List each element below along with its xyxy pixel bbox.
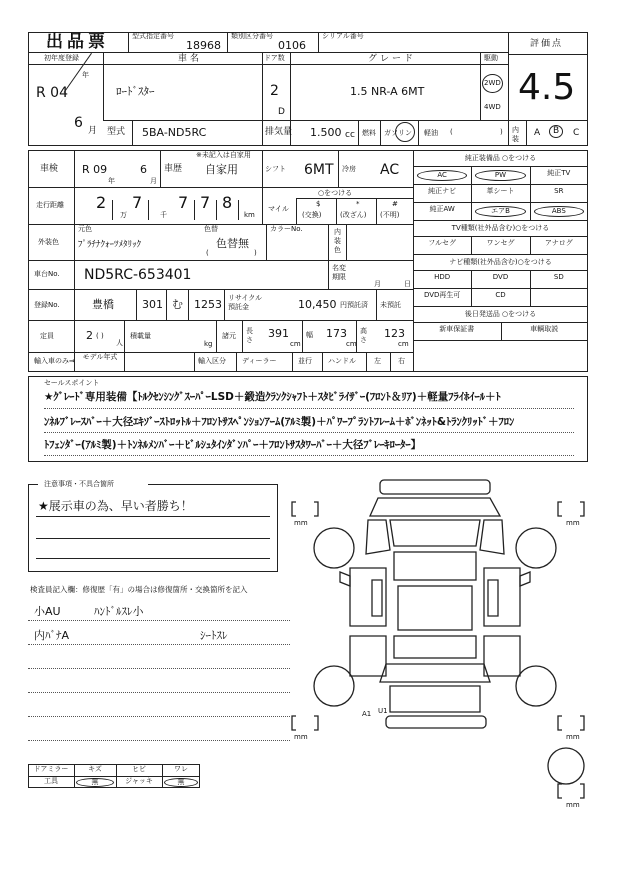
len-label: 長さ [246,327,253,344]
mile-tamper: * [356,200,360,208]
mm-label-5: mm [566,801,580,809]
mile-unknown-sub: (不明) [380,211,400,219]
import-label: 輸入車のみ⇒ [34,357,75,365]
serial-label: シリアル番号 [322,32,364,40]
capacity-label: 定員 [40,332,54,340]
score-head: 評価点 [530,39,564,49]
reg-month: 6 [74,115,83,131]
mile-exchange-sub: (交換) [302,211,322,219]
inspector-label: 検査員記入欄：修復歴「有」の場合は修復箇所・交換箇所を記入 [30,585,248,594]
equip-sep [530,166,531,184]
tools-cell: ドアミラー [33,765,69,773]
type-value: 18968 [186,39,221,52]
color-label: 外装色 [38,238,59,246]
mm-label-4: mm [566,733,580,741]
equip-sep [471,184,472,202]
mile-tamper-sub: (改ざん) [340,211,367,219]
equip-sep [471,270,472,288]
score-value: 4.5 [518,67,576,108]
doors-value: 2 [270,83,279,99]
mileage-digit-sep [238,200,239,220]
equip-sep [530,202,531,220]
height-cm: cm [398,340,409,348]
genuine-item: AC [417,170,467,181]
doors-head: ドア数 [264,54,285,62]
model-code: 5BA-ND5RC [142,126,207,139]
drive-4wd: 4WD [484,103,501,111]
ac-label: 冷房 [342,165,356,173]
inspector-line [28,740,290,741]
page-title: 出品票 [46,32,109,52]
shift-label: シフト [265,165,286,173]
equip-sep [530,236,531,254]
plate-class: 301 [142,298,163,311]
nc-day: 日 [404,280,411,288]
inspector-line [28,668,290,669]
nc-month: 月 [374,280,381,288]
mileage-digit-sep [216,200,217,220]
navi-item: SD [553,273,564,281]
mile-unknown: # [392,200,398,208]
drive-head: 駆動 [484,54,498,62]
mileage-digit-sep [148,200,149,220]
shaken-month: 6 [140,163,147,176]
interior-a: A [534,128,541,138]
recycle-not: 未預託 [380,301,401,309]
color-change: 色替無 [216,237,249,250]
shaken-label: 車検 [40,164,59,174]
recycle-unit: 円預託済 [340,301,368,309]
mileage-digit: 7 [132,193,143,212]
height-value: 123 [384,327,405,340]
capacity-unit: 人 [116,339,123,347]
equip-sep [471,202,472,220]
len-cm: cm [290,340,301,348]
mileage-digit: 7 [200,193,211,212]
genuine-item: 革シート [486,187,515,195]
equip-line [413,166,588,167]
len-value: 391 [268,327,289,340]
tools-sep [74,764,75,788]
equip-line [413,202,588,203]
interior-color-label: 内装色 [334,228,341,254]
equip-sep [471,166,472,184]
later-item: 車輌取説 [530,325,559,333]
inspector-2b: ｼｰﾄｽﾚ [200,629,228,642]
mileage-circle-note: ○をつける [318,189,353,197]
usage-value: 自家用 [205,163,238,176]
damage-mark-u1: U1 [378,707,388,715]
plate-kana: む [172,298,183,311]
tools-sep [116,764,117,788]
genuine-item: 純正AW [429,205,455,213]
equip-line [413,270,588,271]
later-head: 後日発送品 ○をつける [464,310,537,318]
inspector-line [28,716,290,717]
parallel: 並行 [298,357,312,365]
type-small: 型式 [107,127,126,137]
tools-sep [162,764,163,788]
color-no-label: カラーNo. [270,225,303,233]
later-item: 新車保証書 [439,325,475,333]
fuel-value: ガソリン [384,129,412,137]
handle-left: 左 [374,357,381,365]
notes-text: ★展示車の為、早い者勝ち！ [38,499,193,513]
plate-num: 1253 [194,298,222,311]
color-orig-label: 元色 [78,225,92,233]
tools-cell: ヒビ [132,765,146,773]
load-unit: kg [204,340,213,348]
dvd-item: DVD再生可 [423,291,461,299]
recycle-value: 10,450 [298,298,337,311]
equip-sep [530,270,531,288]
genuine-item: ABS [534,206,584,217]
genuine-item: 純正ナビ [428,187,457,195]
shaken-month-unit: 月 [150,177,157,185]
mileage-man: 万 [120,211,127,219]
equip-sep [530,288,531,306]
capacity-paren: ( ) [96,332,104,340]
tools-cell: ジャッキ [125,777,153,785]
mile-label: マイル [268,205,289,213]
tv-item: フルセグ [428,239,457,247]
mileage-digit-sep [194,200,195,220]
mileage-unit: km [244,211,255,219]
tools-cell: 無 [164,778,198,787]
fuel-circle [395,122,415,142]
equip-line [413,340,588,341]
navi-item: DVD [492,273,509,281]
sales-label: セールスポイント [44,379,100,387]
notes-label: 注意事項・不具合箇所 [44,480,114,488]
genuine-head: 純正装備品 ○をつける [464,154,537,162]
disp-value: 1.500 [310,126,342,139]
shift-value: 6MT [304,162,334,178]
tools-cell: キズ [88,765,102,773]
capacity-value: 2 [86,329,93,342]
equip-line [413,236,588,237]
equip-line [413,306,588,307]
mileage-digit-sep [112,200,113,220]
mileage-digit: 7 [178,193,189,212]
tv-item: ワンセグ [486,239,515,247]
sales-line-1: ★ｸﾞﾚｰﾄﾞ専用装備【ﾄﾙｸｾﾝｼﾝｸﾞｽｰﾊﾟｰLSD＋鍛造ｸﾗﾝｸｼｬﾌﾄ＋ｽﾀﾋﾞﾗｲｻﾞｰ(ﾌﾛﾝﾄ＆ﾘｱ)＋軽量ﾌﾗｲﾎｲｰﾙ＋ﾄ [44,391,501,403]
reg-label: 初年度登録 [44,54,79,62]
model-head: 車 名 [178,54,199,64]
ac-value: AC [380,162,400,178]
width-value: 173 [326,327,347,340]
disp-label: 排気量 [265,127,293,137]
mileage-label: 走行距離 [36,201,64,209]
handle-right: 右 [398,357,405,365]
usage-label: 車歴 [164,164,183,174]
dealer: ディーラー [242,357,277,365]
car-damage-diagram [290,476,590,816]
tv-item: アナログ [544,239,573,247]
width-cm: cm [346,340,357,348]
mm-label-1: mm [294,519,308,527]
equip-line [413,220,588,221]
sales-line-3: ﾄﾌｪﾝﾀﾞｰ(ｱﾙﾐ製)＋ﾄﾝﾈﾙﾒﾝﾊﾞｰ＋ﾋﾞﾙｼｭﾀｲﾝﾀﾞﾝﾊﾟｰ＋ﾌﾛﾝﾄｻｽﾀﾜｰﾊﾞｰ＋大径ﾌﾞﾚｰｷﾛｰﾀｰ】 [44,439,422,451]
mileage-digit: 2 [96,193,107,212]
inspector-line [28,644,290,645]
shaken-value: R 09 [82,163,108,176]
width-label: 幅 [306,331,313,339]
equip-line [413,184,588,185]
drive-2wd: 2WD [482,74,503,93]
color-num-label: 色替 [204,225,218,233]
disp-unit: cc [345,130,355,140]
name-change-label: 名変期限 [332,264,346,281]
reg-era: R 04 [36,85,68,101]
height-label: 高さ [360,327,367,344]
genuine-item: PW [475,170,525,181]
tv-head: TV種類(社外品含む)○をつける [451,224,550,232]
load-label: 積載量 [130,332,151,340]
inspector-line [28,620,290,621]
damage-mark-a1: A1 [362,710,372,718]
tools-cell: 無 [76,778,114,787]
tools-cell: ワレ [174,765,188,773]
chassis-value: ND5RC-653401 [84,267,192,283]
equip-sep [501,322,502,340]
recycle-label: リサイクル預託金 [228,294,263,311]
inspector-1b: ﾊﾝﾄﾞﾙｽﾚ小 [94,605,144,618]
class-label: 類別区分番号 [231,32,273,40]
equip-sep [471,236,472,254]
interior-b: B [549,125,563,138]
grade-value: 1.5 NR-A 6MT [350,85,425,98]
doors-d: D [278,107,285,117]
handle-label: ハンドル [328,357,356,365]
chassis-label: 車台No. [34,270,60,278]
dvd-item: CD [495,291,506,299]
interior-c: C [573,128,580,138]
sales-line-2: ﾝﾈﾙﾌﾞﾚｰｽﾊﾞｰ＋大径ｴｷｿﾞｰｽﾄﾛｯﾄﾙ＋ﾌﾛﾝﾄｻｽﾍﾟﾝｼｮﾝｱｰﾑ(ｱﾙﾐ製)＋ﾊﾟﾜｰﾌﾟﾗﾝﾄﾌﾚｰﾑ＋ﾎﾞﾝﾈｯﾄ&ﾄﾗﾝｸﾘｯﾄﾞ＋ﾌﾛﾝ [44,416,515,428]
import-div-label: 輸入区分 [198,357,226,365]
inspector-line [28,692,290,693]
grade-head: グレード [368,54,417,64]
model-name: ﾛｰﾄﾞｽﾀｰ [116,85,155,98]
shaken-year: 年 [108,177,115,185]
plate-area: 豊橋 [92,298,114,311]
type-label: 型式指定番号 [132,32,174,40]
genuine-item: エアB [475,206,525,217]
mileage-sen: 千 [160,211,167,219]
model-year-label: モデル年式 [82,353,118,361]
oil-label: 軽油 [424,129,438,137]
reg-month-unit: 月 [88,126,98,136]
genuine-item: SR [554,187,564,195]
interior-label: 内装 [512,126,519,143]
mileage-digit: 8 [222,193,233,212]
inspector-1a: 小AU [34,605,61,618]
navi-item: HDD [434,273,451,281]
fuel-label: 燃料 [362,129,376,137]
genuine-item: 純正TV [547,169,571,177]
color-orig: ﾌﾟﾗﾁﾅｸｫｰﾂﾒﾀﾘｯｸ [78,240,142,250]
usage-note: ※未記入は自家用 [196,151,251,159]
dims-label: 諸元 [222,332,236,340]
mile-exchange: $ [316,200,321,208]
reg-year-unit: 年 [82,71,89,79]
mm-label-2: mm [566,519,580,527]
class-value: 0106 [278,39,306,52]
plate-label: 登録No. [34,301,60,309]
tools-cell: 工具 [44,777,58,785]
navi-head: ナビ種類(社外品含む)○をつける [449,258,552,266]
equip-sep [530,184,531,202]
equip-sep [471,288,472,306]
inspector-2a: 内ﾊﾞﾅA [34,629,70,642]
equip-line [413,288,588,289]
equip-line [413,254,588,255]
mm-label-3: mm [294,733,308,741]
